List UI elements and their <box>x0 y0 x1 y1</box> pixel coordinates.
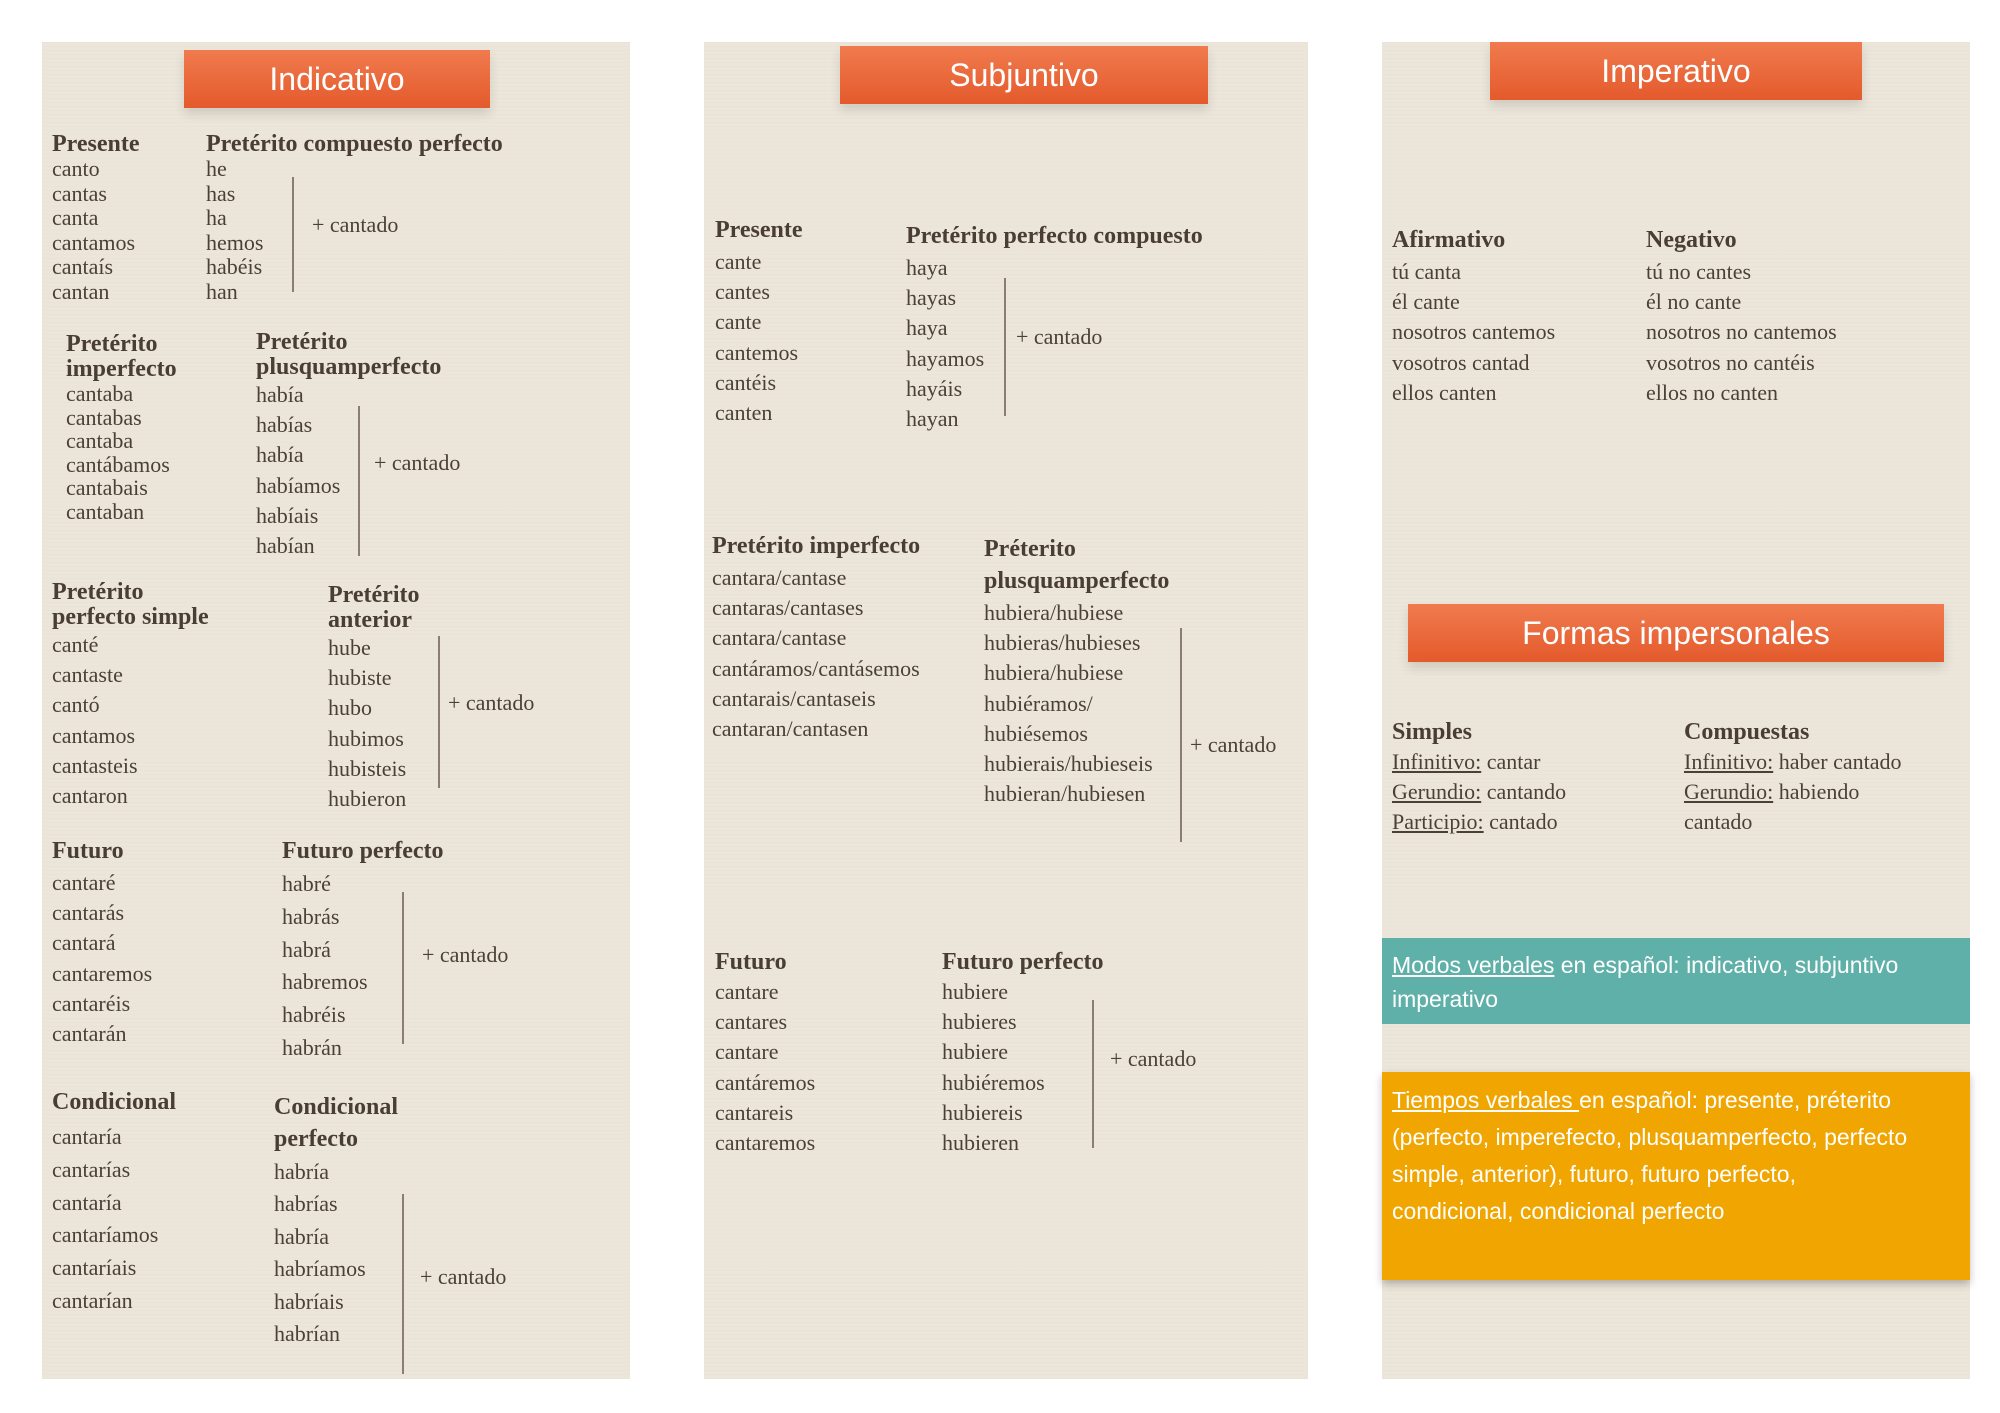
conjugation-form: cantareis <box>715 1099 794 1125</box>
conjugation-form: canté <box>52 632 99 657</box>
conjugation-form: cantas <box>52 180 107 206</box>
conjugation-form: ha <box>206 205 227 231</box>
conjugation-form: hubiere <box>942 1039 1008 1065</box>
imp-negativo-heading: Negativo <box>1646 227 1737 253</box>
ind-futuro-perfecto-bracket <box>402 892 404 1044</box>
form-key: Infinitivo: <box>1392 749 1482 774</box>
ind-condicional-perfecto-heading-1: Condicional <box>274 1094 399 1120</box>
conjugation-form: él cante <box>1392 289 1460 315</box>
conjugation-form: hubierais/hubieseis <box>984 751 1153 777</box>
conjugation-form: nosotros no cantemos <box>1646 319 1837 345</box>
conjugation-form: canten <box>715 400 773 426</box>
ind-anterior-heading-1: Pretérito <box>328 582 420 608</box>
sub-futuro-perfecto-heading: Futuro perfecto <box>942 949 1104 975</box>
conjugation-form: cantarás <box>52 900 125 926</box>
conjugation-form: cantarán <box>52 1021 127 1047</box>
form-key: Gerundio: <box>1392 779 1482 805</box>
ind-simple-heading-2: perfecto simple <box>52 604 209 630</box>
conjugation-form: hubisteis <box>328 755 407 781</box>
tiempos-text-2: (perfecto, imperefecto, plusquamperfecto, perfecto <box>1392 1124 1908 1150</box>
ind-condicional-perfecto-heading-2: perfecto <box>274 1126 358 1152</box>
conjugation-form: habré <box>282 871 331 896</box>
conjugation-form: he <box>206 156 227 181</box>
tiempos-note <box>1382 1072 1970 1280</box>
ind-compuesto-heading: Pretérito compuesto perfecto <box>206 131 503 157</box>
ind-plusquam-suffix: + cantado <box>374 450 461 475</box>
ind-presente-list <box>52 157 140 305</box>
conjugation-form: hayan <box>906 406 959 432</box>
conjugation-form: cantáramos/cantásemos <box>712 655 920 681</box>
conjugation-form: hubieran/hubiesen <box>984 781 1146 807</box>
conjugation-form: cantarían <box>52 1287 133 1313</box>
conjugation-form: hemos <box>206 229 264 255</box>
form-row <box>1392 777 1566 807</box>
modos-text-1: en español: indicativo, subjuntivo <box>1554 952 1899 978</box>
compuestas-heading: Compuestas <box>1684 719 1810 745</box>
conjugation-form: hubiera/hubiese <box>984 600 1124 625</box>
ind-plusquam-block <box>256 330 441 561</box>
tiempos-link[interactable]: Tiempos verbales <box>1392 1087 1580 1113</box>
form-value: cantar <box>1481 749 1541 774</box>
sub-perfecto-suffix: + cantado <box>1016 324 1103 349</box>
conjugation-form: habían <box>256 533 315 559</box>
ind-plusquam-bracket <box>358 406 360 556</box>
conjugation-form: cantarais/cantaseis <box>712 685 876 711</box>
sub-futuro-perfecto-list <box>942 977 1104 1158</box>
tiempos-text-4: condicional, condicional perfecto <box>1392 1198 1725 1224</box>
conjugation-form: habrá <box>282 936 331 962</box>
conjugation-form: hube <box>328 635 371 660</box>
conjugation-form: cantaron <box>52 783 128 809</box>
conjugation-form: ellos canten <box>1392 379 1497 405</box>
form-value: cantando <box>1481 779 1567 805</box>
conjugation-form: cantamos <box>52 722 136 748</box>
form-row <box>1392 747 1566 777</box>
conjugation-form: cantéis <box>715 369 777 395</box>
sub-futuro-heading: Futuro <box>715 949 787 975</box>
conjugation-form: habrías <box>274 1191 338 1217</box>
imp-negativo-list <box>1646 257 1837 408</box>
modos-note <box>1382 938 1970 1024</box>
sub-presente-list <box>715 247 803 428</box>
conjugation-form: cantasteis <box>52 752 138 778</box>
imp-negativo-block <box>1646 228 1837 408</box>
sub-plusquam-heading-2: plusquamperfecto <box>984 568 1170 594</box>
conjugation-form: cantábamos <box>66 451 170 477</box>
conjugation-form: canta <box>52 205 99 231</box>
conjugation-form: cantaran/cantasen <box>712 716 869 742</box>
modos-link[interactable]: Modos verbales <box>1392 952 1555 978</box>
sub-futuro-perfecto-bracket <box>1092 1000 1094 1148</box>
ind-presente-heading: Presente <box>52 131 140 157</box>
conjugation-form: cantáremos <box>715 1069 816 1095</box>
ind-condicional-list <box>52 1121 176 1318</box>
conjugation-form: hayáis <box>906 375 963 401</box>
conjugation-form: han <box>206 278 238 304</box>
conjugation-form: hubiste <box>328 665 392 691</box>
ind-futuro-perfecto-list <box>282 868 444 1065</box>
conjugation-form: cantaría <box>52 1189 122 1215</box>
conjugation-form: has <box>206 180 236 206</box>
conjugation-form: habría <box>274 1223 329 1249</box>
conjugation-form: cantabas <box>66 404 142 430</box>
form-key: Participio: <box>1392 809 1484 835</box>
sub-futuro-perfecto-suffix: + cantado <box>1110 1046 1197 1071</box>
sub-plusquam-block <box>984 534 1169 809</box>
ind-simple-block <box>52 580 209 811</box>
conjugation-form: hayas <box>906 285 957 311</box>
conjugation-form: cantara/cantase <box>712 565 847 590</box>
ind-imperfecto-heading-2: imperfecto <box>66 356 177 382</box>
conjugation-form: cante <box>715 249 762 274</box>
conjugation-form: cantamos <box>52 229 136 255</box>
conjugation-form: hayamos <box>906 345 985 371</box>
sub-presente-heading: Presente <box>715 217 803 243</box>
conjugation-form: cantaríamos <box>52 1222 159 1248</box>
conjugation-form: habrán <box>282 1034 342 1060</box>
ind-simple-heading-1: Pretérito <box>52 579 144 605</box>
conjugation-form: cantabais <box>66 475 148 501</box>
form-value: cantado <box>1483 809 1558 835</box>
conjugation-form: él no cante <box>1646 289 1742 315</box>
sub-futuro-list <box>715 977 815 1158</box>
conjugation-form: cantare <box>715 1039 779 1065</box>
ind-imperfecto-list <box>66 382 177 524</box>
conjugation-form: hubieras/hubieses <box>984 630 1141 656</box>
impersonales-banner: Formas impersonales <box>1408 604 1944 662</box>
ind-plusquam-heading-1: Pretérito <box>256 329 348 355</box>
conjugation-form: cantare <box>715 979 779 1004</box>
conjugation-form: cantaís <box>52 254 114 280</box>
conjugation-form: cantaban <box>66 498 145 524</box>
conjugation-form: hubiera/hubiese <box>984 660 1124 686</box>
conjugation-form: cantaréis <box>52 990 131 1016</box>
conjugation-form: hubiéramos/ <box>984 690 1093 716</box>
conjugation-form: hubiereis <box>942 1099 1023 1125</box>
indicativo-panel <box>42 42 630 1379</box>
conjugation-form: cantaríais <box>52 1255 137 1281</box>
sub-plusquam-heading-1: Préterito <box>984 536 1076 562</box>
ind-futuro-perfecto-suffix: + cantado <box>422 942 509 967</box>
ind-condicional-perfecto-list <box>274 1156 398 1350</box>
ind-anterior-heading-2: anterior <box>328 607 412 633</box>
simples-list <box>1392 747 1566 838</box>
conjugation-form: cante <box>715 309 762 335</box>
sub-plusquam-list <box>984 598 1169 809</box>
conjugation-form: hubieres <box>942 1009 1017 1035</box>
conjugation-form: habíamos <box>256 472 341 498</box>
ind-simple-list <box>52 630 209 811</box>
conjugation-form: cantaremos <box>715 1130 816 1156</box>
ind-futuro-perfecto-heading: Futuro perfecto <box>282 838 444 864</box>
conjugation-form: tú no cantes <box>1646 259 1752 284</box>
sub-imperfecto-heading: Pretérito imperfecto <box>712 533 921 559</box>
conjugation-form: cantaba <box>66 428 134 454</box>
conjugation-form: hubo <box>328 695 372 721</box>
ind-anterior-suffix: + cantado <box>448 690 535 715</box>
imperativo-panel <box>1382 42 1970 1379</box>
compuestas-infinitivo: Infinitivo: haber cantado <box>1684 749 1902 774</box>
imp-afirmativo-list <box>1392 257 1555 408</box>
conjugation-form: cantes <box>715 279 770 305</box>
conjugation-form: habremos <box>282 969 368 995</box>
ind-condicional-heading: Condicional <box>52 1089 177 1115</box>
modos-text-2: imperativo <box>1392 986 1499 1012</box>
conjugation-form: tú canta <box>1392 259 1462 284</box>
conjugation-form: ellos no canten <box>1646 379 1778 405</box>
ind-condicional-perfecto-block <box>274 1090 398 1350</box>
conjugation-form: haya <box>906 255 948 280</box>
conjugation-form: cantaba <box>66 381 134 406</box>
sub-presente-block <box>715 218 803 428</box>
form-row <box>1392 807 1566 837</box>
imp-afirmativo-block <box>1392 228 1555 408</box>
conjugation-form: cantaste <box>52 662 123 688</box>
conjugation-form: habríais <box>274 1288 344 1314</box>
conjugation-form: cantaremos <box>52 960 153 986</box>
sub-plusquam-suffix: + cantado <box>1190 732 1277 757</box>
conjugation-form: cantaras/cantases <box>712 595 864 621</box>
conjugation-form: hubieren <box>942 1130 1019 1156</box>
sub-plusquam-bracket <box>1180 628 1182 842</box>
ind-compuesto-bracket <box>292 177 294 292</box>
ind-anterior-bracket <box>438 636 440 788</box>
conjugation-form: hubiéremos <box>942 1069 1045 1095</box>
ind-presente-block <box>52 132 140 305</box>
sub-imperfecto-list <box>712 563 920 744</box>
sub-imperfecto-block <box>712 534 920 744</box>
conjugation-form: habréis <box>282 1002 346 1028</box>
ind-anterior-list <box>328 633 420 814</box>
conjugation-form: había <box>256 442 304 468</box>
ind-futuro-perfecto-block <box>282 839 444 1065</box>
sub-futuro-block <box>715 950 815 1158</box>
tiempos-text-3: simple, anterior), futuro, futuro perfecto, <box>1392 1161 1796 1187</box>
imp-afirmativo-heading: Afirmativo <box>1392 227 1506 253</box>
conjugation-form: cantaría <box>52 1124 122 1149</box>
conjugation-form: haya <box>906 315 948 341</box>
conjugation-form: habíais <box>256 502 319 528</box>
conjugation-form: cantará <box>52 930 116 956</box>
conjugation-form: habríamos <box>274 1256 366 1282</box>
sub-perfecto-bracket <box>1004 278 1006 416</box>
ind-compuesto-suffix: + cantado <box>312 212 399 237</box>
conjugation-form: nosotros cantemos <box>1392 319 1556 345</box>
ind-condicional-perfecto-bracket <box>402 1194 404 1374</box>
compuestas-list <box>1684 747 1901 838</box>
conjugation-form: hubiésemos <box>984 720 1088 746</box>
ind-futuro-block <box>52 839 152 1049</box>
subjuntivo-banner: Subjuntivo <box>840 46 1208 104</box>
simples-block <box>1392 720 1566 838</box>
conjugation-form: cantaré <box>52 870 116 895</box>
conjugation-form: hubieron <box>328 786 407 812</box>
conjugation-form: cantan <box>52 278 110 304</box>
conjugation-form: habéis <box>206 254 263 280</box>
compuestas-gerundio-cont: cantado <box>1684 809 1753 835</box>
conjugation-form: hubiere <box>942 979 1008 1004</box>
conjugation-form: habría <box>274 1159 329 1184</box>
ind-condicional-block <box>52 1090 176 1318</box>
compuestas-gerundio: Gerundio: habiendo <box>1684 779 1860 805</box>
simples-heading: Simples <box>1392 719 1473 745</box>
conjugation-form: cantares <box>715 1009 788 1035</box>
conjugation-form: habrás <box>282 903 340 929</box>
ind-anterior-block <box>328 583 420 814</box>
ind-futuro-list <box>52 868 152 1049</box>
conjugation-form: cantó <box>52 692 100 718</box>
imperativo-banner: Imperativo <box>1490 42 1862 100</box>
conjugation-form: habías <box>256 412 313 438</box>
conjugation-form: cantarías <box>52 1156 131 1182</box>
ind-imperfecto-block <box>66 332 177 524</box>
indicativo-banner: Indicativo <box>184 50 490 108</box>
tiempos-text-1: en español: presente, préterito <box>1579 1087 1892 1113</box>
compuestas-block <box>1684 720 1901 838</box>
subjuntivo-panel <box>704 42 1308 1379</box>
ind-plusquam-heading-2: plusquamperfecto <box>256 354 442 380</box>
conjugation-form: canto <box>52 156 100 181</box>
ind-imperfecto-heading-1: Pretérito <box>66 331 158 357</box>
conjugation-form: habrían <box>274 1321 340 1347</box>
conjugation-form: cantemos <box>715 339 799 365</box>
conjugation-form: hubimos <box>328 725 404 751</box>
conjugation-form: vosotros no cantéis <box>1646 349 1815 375</box>
conjugation-form: cantara/cantase <box>712 625 847 651</box>
ind-condicional-perfecto-suffix: + cantado <box>420 1264 507 1289</box>
conjugation-form: vosotros cantad <box>1392 349 1530 375</box>
sub-perfecto-heading: Pretérito perfecto compuesto <box>906 223 1203 249</box>
ind-futuro-heading: Futuro <box>52 838 124 864</box>
conjugation-form: había <box>256 382 304 407</box>
sub-futuro-perfecto-block <box>942 950 1104 1158</box>
